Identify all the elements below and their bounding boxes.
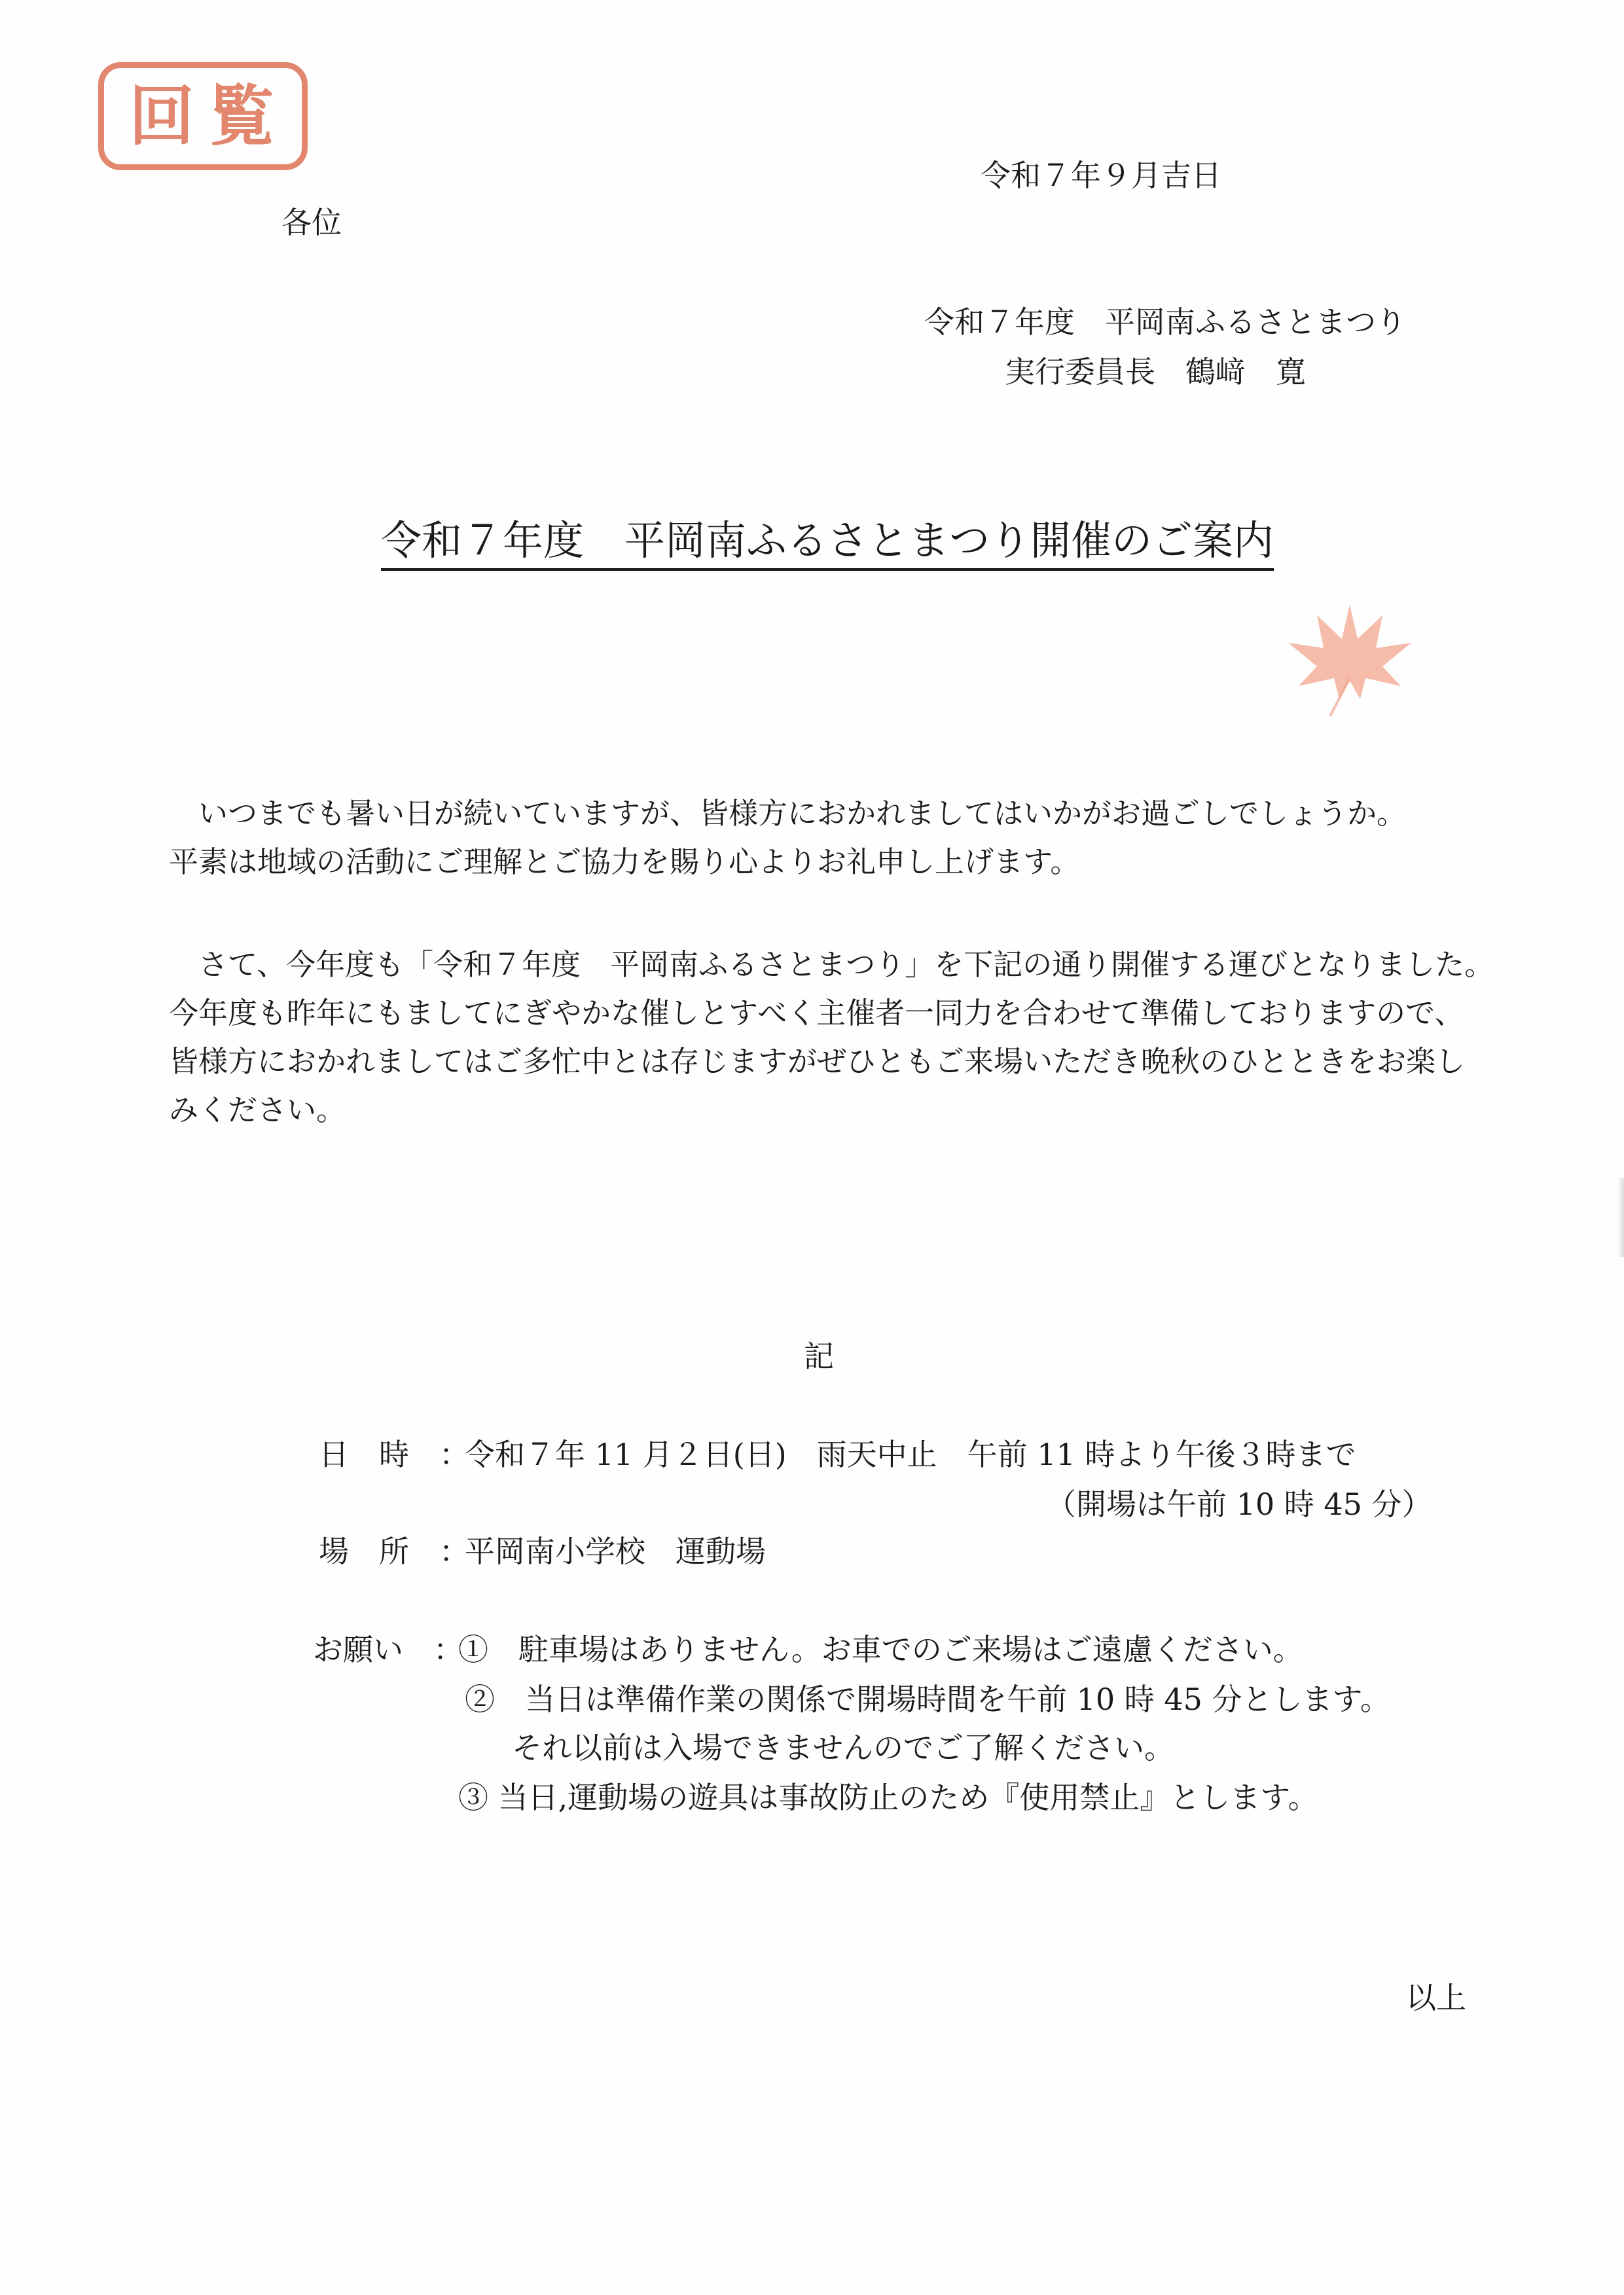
body-paragraph-2-line-4: みください。: [169, 1093, 346, 1127]
request-item-2: ② 当日は準備作業の関係で開場時間を午前 10 時 45 分とします。: [465, 1682, 1390, 1717]
scan-edge-shadow: [1617, 1178, 1624, 1257]
closing-word: 以上: [1406, 1980, 1466, 2015]
body-paragraph-2-line-1: さて、今年度も「令和７年度 平岡南ふるさとまつり」を下記の通り開催する運びとなりました。: [169, 947, 1494, 982]
request-item-2-continued: それ以前は入場できませんのでご了解ください。: [512, 1730, 1174, 1765]
addressee: 各位: [281, 205, 342, 240]
issue-date: 令和７年９月吉日: [981, 158, 1221, 193]
place-value: 平岡南小学校 運動場: [465, 1534, 766, 1569]
request-item-3: ③ 当日,運動場の遊具は事故防止のため『使用禁止』とします。: [458, 1780, 1318, 1815]
requests-label: お願い ：: [313, 1632, 463, 1667]
body-paragraph-1-line-1: いつまでも暑い日が続いていますが、皆様方におかれましてはいかがお過ごしでしょうか。: [169, 796, 1407, 831]
circulation-stamp: 回覧: [98, 62, 308, 170]
ki-heading: 記: [804, 1339, 834, 1374]
maple-leaf-icon: [1284, 601, 1415, 719]
body-paragraph-2-line-2: 今年度も昨年にもましてにぎやかな催しとすべく主催者一同力を合わせて準備しておりますので、: [169, 996, 1464, 1030]
datetime-note: （開場は午前 10 時 45 分）: [1046, 1487, 1432, 1522]
sender-name: 実行委員長 鶴﨑 寛: [1005, 354, 1306, 389]
datetime-value: 令和７年 11 月２日(日) 雨天中止 午前 11 時より午後３時まで: [465, 1437, 1356, 1472]
sender-organization: 令和７年度 平岡南ふるさとまつり: [924, 304, 1406, 340]
body-paragraph-1-line-2: 平素は地域の活動にご理解とご協力を賜り心よりお礼申し上げます。: [169, 844, 1080, 879]
place-label: 場 所 ：: [319, 1534, 469, 1569]
request-item-1: ① 駐車場はありません。お車でのご来場はご遠慮ください。: [458, 1632, 1303, 1667]
document-title: 令和７年度 平岡南ふるさとまつり開催のご案内: [381, 515, 1274, 571]
body-paragraph-2-line-3: 皆様方におかれましてはご多忙中とは存じますがぜひともご来場いただき晩秋のひとときをお楽し: [169, 1044, 1466, 1079]
datetime-label: 日 時 ：: [319, 1437, 469, 1472]
